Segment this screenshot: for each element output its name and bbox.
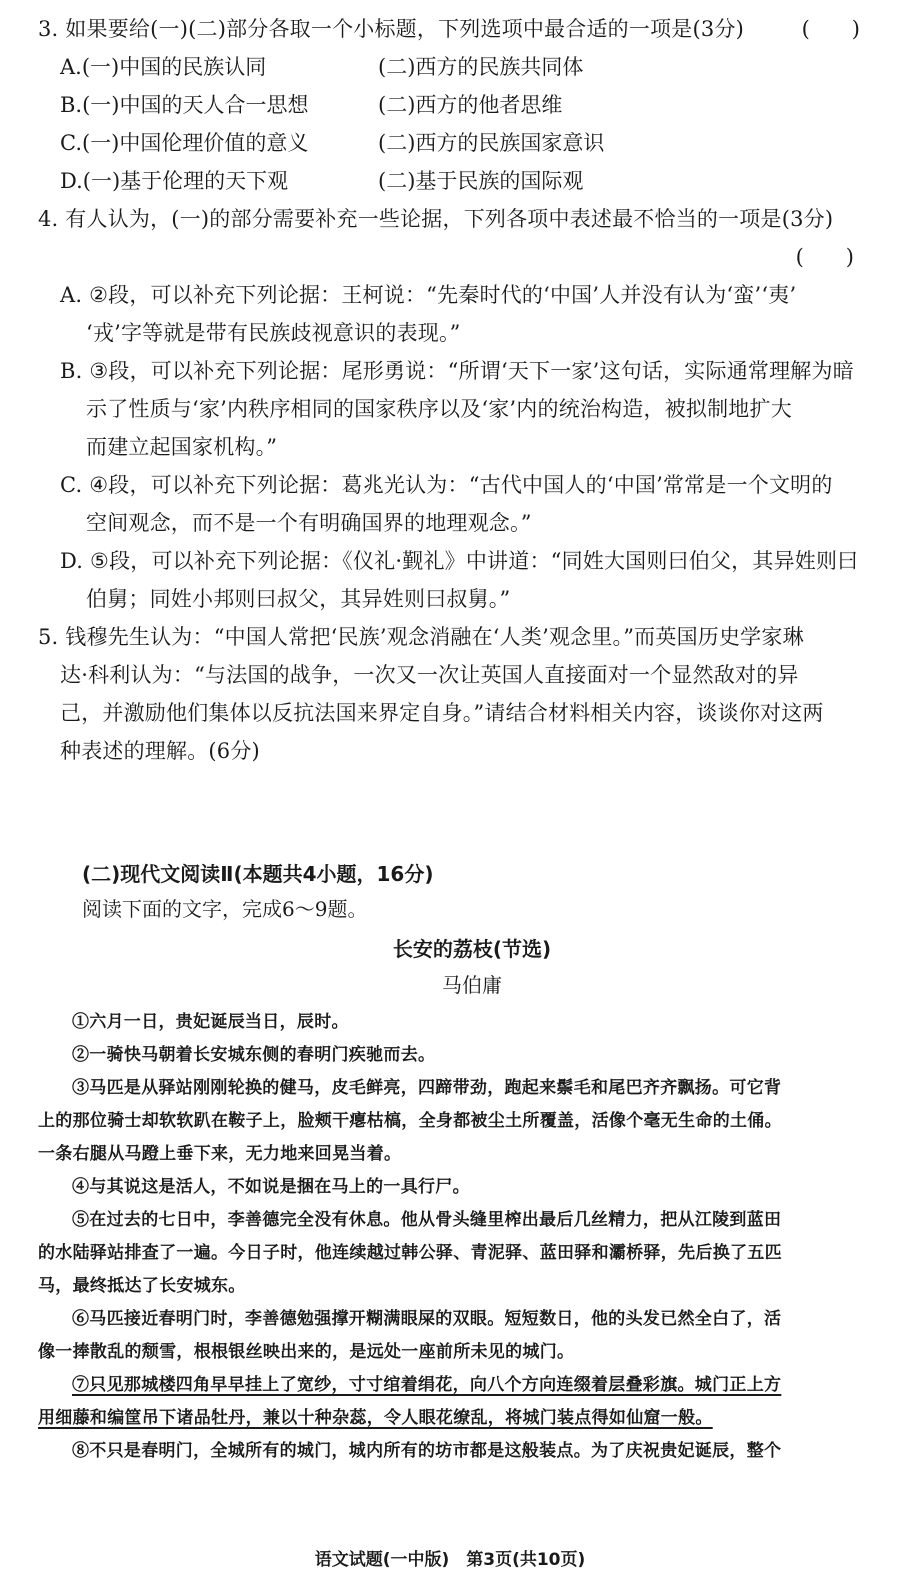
paragraph-7-line1 — [38, 1369, 866, 1402]
q4-option-b-line1: B. ③段，可以补充下列论据：尾形勇说：“所谓‘天下一家’这句话，实际通常理解为暗 — [60, 359, 854, 383]
paragraph-6-line2: 像一捧散乱的颓雪，根根银丝映出来的，是远处一座前所未见的城门。 — [38, 1342, 575, 1362]
q4-option-b-line3: 而建立起国家机构。” — [86, 435, 278, 459]
paragraph-7-line2-text: 用细藤和编筐吊下诸品牡丹，兼以十种杂蕊，令人眼花缭乱，将城门装点得如仙窟一般。 — [38, 1408, 713, 1428]
q3-option-d-part2: (二)基于民族的国际观 — [378, 169, 584, 193]
paragraph-3-line1: ③马匹是从驿站刚刚轮换的健马，皮毛鲜亮，四蹄带劲，跑起来鬃毛和尾巴齐齐飘扬。可它背 — [72, 1078, 782, 1098]
paragraph-7-line1-text: ⑦只见那城楼四角早早挂上了宽纱，寸寸绾着绢花，向八个方向连缀着层叠彩旗。城门正上方 — [72, 1375, 782, 1395]
page-footer: 语文试题(一中版) 第3页(共10页) — [314, 1550, 586, 1570]
paragraph-3-line2: 上的那位骑士却软软趴在鞍子上，脸颊干瘪枯槁，全身都被尘土所覆盖，活像个毫无生命的土俑。 — [38, 1111, 782, 1131]
q3-option-a-part1: A.(一)中国的民族认同 — [60, 55, 267, 79]
q4-option-a-line1: A. ②段，可以补充下列论据：王柯说：“先秦时代的‘中国’人并没有认为‘蛮’‘夷’ — [60, 283, 797, 307]
passage-author: 马伯庸 — [442, 973, 502, 997]
paragraph-1: ①六月一日，贵妃诞辰当日，辰时。 — [72, 1012, 349, 1032]
q4-option-d-line2: 伯舅；同姓小邦则曰叔父，其异姓则曰叔舅。” — [86, 587, 511, 611]
q4-option-a-line2: ‘戎’字等就是带有民族歧视意识的表现。” — [86, 321, 461, 345]
paragraph-2: ②一骑快马朝着长安城东侧的春明门疾驰而去。 — [72, 1045, 436, 1065]
q3-option-a — [38, 48, 866, 86]
q3-option-b-part2: (二)西方的他者思维 — [378, 93, 563, 117]
paragraph-4: ④与其说这是活人，不如说是捆在马上的一具行尸。 — [72, 1177, 470, 1197]
q5-line4: 种表述的理解。(6分) — [60, 739, 260, 763]
q4-option-d-line1: D. ⑤段，可以补充下列论据：《仪礼·觐礼》中讲道：“同姓大国则曰伯父，其异姓则曰 — [60, 549, 859, 573]
q4-answer-blank: ( ) — [795, 245, 854, 269]
q5-line2: 达·科利认为：“与法国的战争，一次又一次让英国人直接面对一个显然敌对的异 — [60, 663, 799, 687]
q4-option-c-line1: C. ④段，可以补充下列论据：葛兆光认为：“古代中国人的‘中国’常常是一个文明的 — [60, 473, 833, 497]
paragraph-6-line1: ⑥马匹接近春明门时，李善德勉强撑开糊满眼屎的双眼。短短数日，他的头发已然全白了，活 — [72, 1309, 782, 1329]
q5-line1: 5. 钱穆先生认为：“中国人常把‘民族’观念消融在‘人类’观念里。”而英国历史学家琳 — [38, 625, 804, 649]
q4-option-b-line2: 示了性质与‘家’内秩序相同的国家秩序以及‘家’内的统治构造，被拟制地扩大 — [86, 397, 792, 421]
paragraph-3-line3: 一条右腿从马蹬上垂下来，无力地来回晃当着。 — [38, 1144, 402, 1164]
q3-option-b — [38, 86, 866, 124]
q3-option-c-part2: (二)西方的民族国家意识 — [378, 131, 605, 155]
q3-option-a-part2: (二)西方的民族共同体 — [378, 55, 584, 79]
q5-line3: 己，并激励他们集体以反抗法国来界定自身。”请结合材料相关内容，谈谈你对这两 — [60, 701, 824, 725]
paragraph-5-line1: ⑤在过去的七日中，李善德完全没有休息。他从骨头缝里榨出最后几丝精力，把从江陵到蓝田 — [72, 1210, 782, 1230]
q3-option-c-part1: C.(一)中国伦理价值的意义 — [60, 131, 309, 155]
q3-answer-blank: ( ) — [801, 17, 860, 41]
q4-option-c-line2: 空间观念，而不是一个有明确国界的地理观念。” — [86, 511, 532, 535]
paragraph-5-line3: 马，最终抵达了长安城东。 — [38, 1276, 246, 1296]
paragraph-5-line2: 的水陆驿站排查了一遍。今日子时，他连续越过韩公驿、青泥驿、蓝田驿和灞桥驿，先后换了五匹 — [38, 1243, 782, 1263]
paragraph-8-line1: ⑧不只是春明门，全城所有的城门，城内所有的坊市都是这般装点。为了庆祝贵妃诞辰，整个 — [72, 1441, 782, 1461]
paragraph-7-line2 — [38, 1402, 866, 1435]
section-title: (二)现代文阅读Ⅱ(本题共4小题，16分) — [82, 862, 434, 886]
q4-stem: 4. 有人认为，(一)的部分需要补充一些论据，下列各项中表述最不恰当的一项是(3分) — [38, 207, 834, 231]
q3-option-d — [38, 162, 866, 200]
q3-option-c — [38, 124, 866, 162]
section-instruction: 阅读下面的文字，完成6～9题。 — [82, 897, 368, 921]
q3-option-b-part1: B.(一)中国的天人合一思想 — [60, 93, 309, 117]
q3-option-d-part1: D.(一)基于伦理的天下观 — [60, 169, 289, 193]
q3-stem: 3. 如果要给(一)(二)部分各取一个小标题，下列选项中最合适的一项是(3分) — [38, 17, 745, 41]
passage-title: 长安的荔枝(节选) — [392, 937, 552, 961]
